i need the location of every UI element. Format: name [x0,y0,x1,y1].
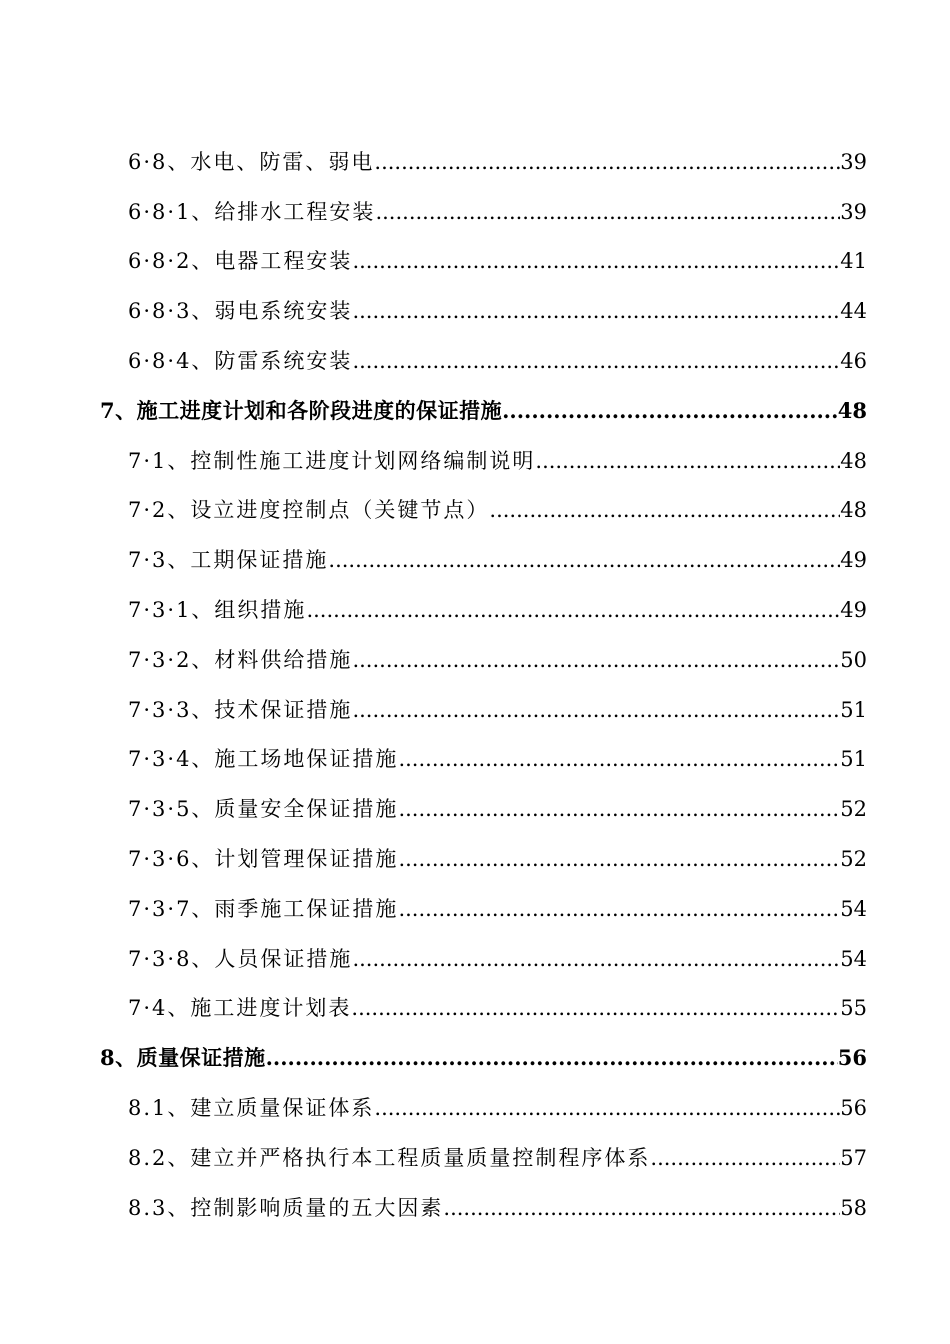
toc-page-number: 51 [840,697,867,722]
toc-dot-leader [398,846,840,872]
toc-page-number: 55 [840,996,867,1021]
toc-dot-leader [489,497,840,523]
toc-dot-leader [352,348,840,374]
toc-entry-title: 7·1、控制性施工进度计划网络编制说明 [128,448,536,473]
toc-entry-title: 7·3·4、施工场地保证措施 [128,747,399,772]
toc-entry[interactable] [0,1171,950,1221]
toc-entry-title: 7·3·2、材料供给措施 [128,647,353,672]
toc-entry-title: 6·8·1、给排水工程安装 [128,199,376,224]
toc-page-number: 39 [840,149,867,174]
toc-page-number: 44 [840,299,867,324]
toc-dot-leader [502,398,838,424]
toc-dot-leader [375,199,840,225]
toc-entry[interactable] [0,125,950,175]
toc-entry[interactable] [0,175,950,225]
toc-entry[interactable] [0,623,950,673]
toc-page-number: 56 [840,1095,867,1120]
toc-page-number: 54 [840,946,867,971]
toc-entry-title: 7·3、工期保证措施 [128,548,329,573]
toc-entry-title: 8.2、建立并严格执行本工程质量质量控制程序体系 [128,1145,651,1170]
toc-entry-title: 7·3·3、技术保证措施 [128,697,353,722]
toc-dot-leader [328,547,840,573]
toc-entry[interactable] [0,872,950,922]
toc-dot-leader [650,1145,840,1171]
toc-entry[interactable] [0,772,950,822]
toc-dot-leader [398,896,840,922]
toc-entry[interactable] [0,474,950,524]
toc-page-number: 41 [840,249,867,274]
toc-page-number: 49 [840,548,867,573]
toc-entry-title: 7·2、设立进度控制点（关键节点） [128,498,490,523]
toc-entry-title: 6·8、水电、防雷、弱电 [128,149,375,174]
toc-dot-leader [352,697,840,723]
toc-entry[interactable] [0,673,950,723]
toc-chapter-title: 7、施工进度计划和各阶段进度的保证措施 [100,397,503,423]
toc-entry-title: 6·8·2、电器工程安装 [128,249,353,274]
toc-dot-leader [535,448,840,474]
toc-chapter-title: 8、质量保证措施 [100,1045,266,1071]
toc-dot-leader [374,149,840,175]
toc-dot-leader [352,248,840,274]
toc-dot-leader [352,946,840,972]
toc-entry[interactable] [0,972,950,1022]
toc-entry[interactable] [0,723,950,773]
toc-entry[interactable] [0,274,950,324]
toc-entry[interactable] [0,1071,950,1121]
toc-entry-title: 7·3·5、质量安全保证措施 [128,797,399,822]
toc-page-number: 52 [840,797,867,822]
toc-entry-title: 7·3·1、组织措施 [128,597,307,622]
toc-entry[interactable] [0,424,950,474]
toc-entry-title: 8.3、控制影响质量的五大因素 [128,1195,444,1220]
toc-dot-leader [398,746,840,772]
toc-entry[interactable] [0,922,950,972]
toc-entry[interactable] [0,225,950,275]
toc-page-number: 39 [840,199,867,224]
toc-entry[interactable] [0,1121,950,1171]
toc-entry[interactable] [0,324,950,374]
toc-dot-leader [306,597,840,623]
toc-page-number: 48 [837,397,867,423]
toc-page-number: 46 [840,348,867,373]
toc-dot-leader [266,1045,838,1071]
toc-entry-title: 6·8·3、弱电系统安装 [128,299,353,324]
toc-page-number: 49 [840,597,867,622]
toc-page-number: 48 [840,448,867,473]
toc-dot-leader [443,1195,840,1221]
toc-chapter-entry[interactable] [0,374,950,424]
toc-dot-leader [374,1095,840,1121]
toc-dot-leader [351,995,840,1021]
toc-page-number: 57 [840,1145,867,1170]
toc-page-number: 52 [840,846,867,871]
toc-entry-title: 7·3·7、雨季施工保证措施 [128,896,399,921]
toc-dot-leader [398,796,840,822]
toc-entry-title: 7·3·8、人员保证措施 [128,946,353,971]
toc-entry-title: 6·8·4、防雷系统安装 [128,348,353,373]
toc-entry[interactable] [0,523,950,573]
toc-entry[interactable] [0,822,950,872]
toc-entry-title: 7·4、施工进度计划表 [128,996,352,1021]
toc-page-number: 51 [840,747,867,772]
toc-page-number: 54 [840,896,867,921]
toc-dot-leader [352,298,840,324]
table-of-contents [0,125,950,1221]
toc-page-number: 56 [837,1045,867,1071]
toc-page-number: 58 [840,1195,867,1220]
toc-page-number: 48 [840,498,867,523]
toc-dot-leader [352,647,840,673]
toc-entry[interactable] [0,573,950,623]
toc-chapter-entry[interactable] [0,1021,950,1071]
toc-entry-title: 8.1、建立质量保证体系 [128,1095,375,1120]
toc-entry-title: 7·3·6、计划管理保证措施 [128,846,399,871]
toc-page-number: 50 [840,647,867,672]
